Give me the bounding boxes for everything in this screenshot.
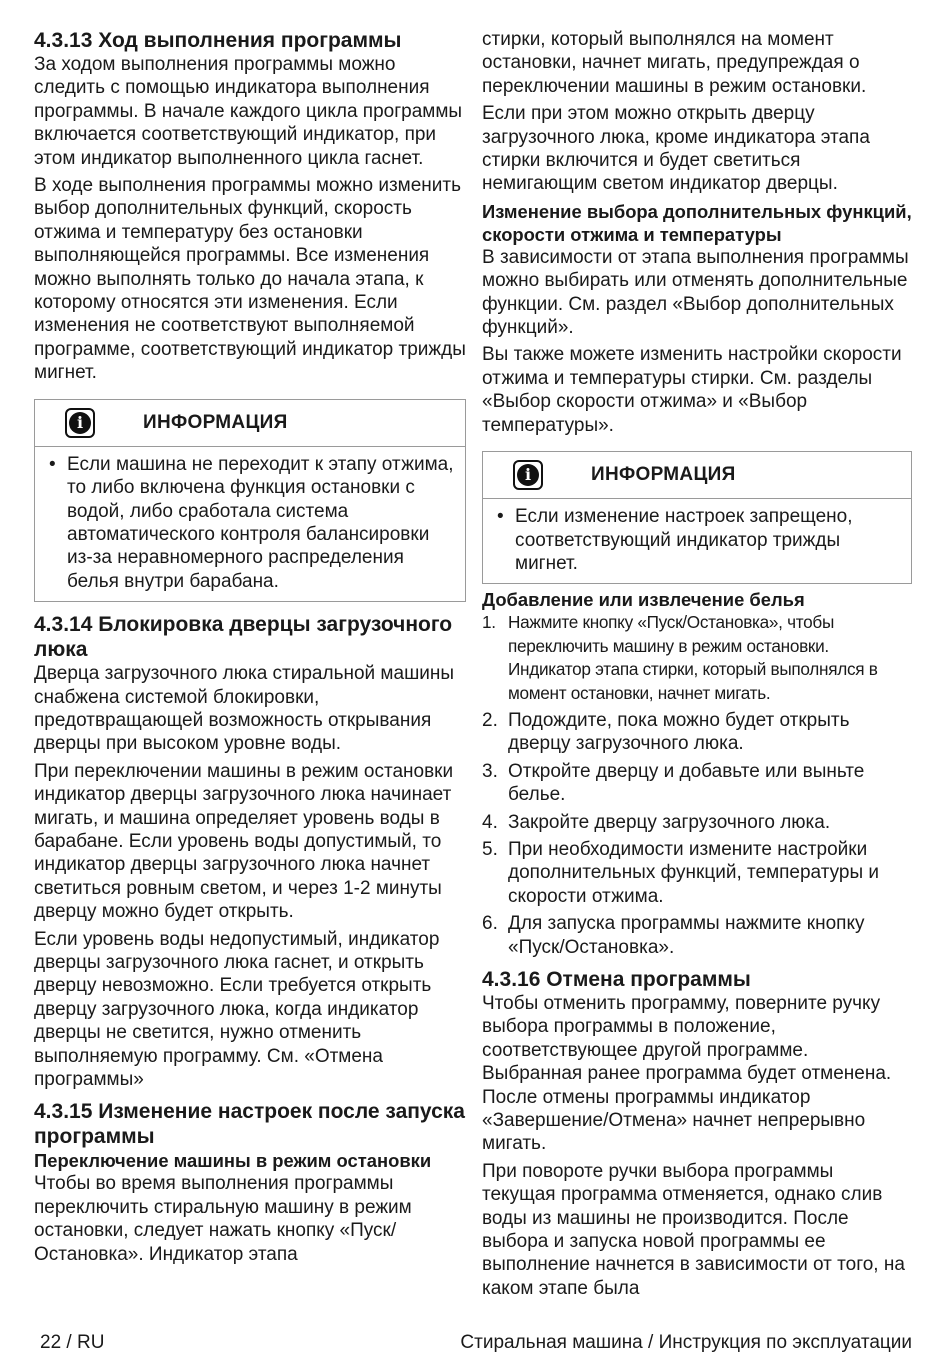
steps-list	[482, 611, 912, 959]
step-number: 5.	[482, 838, 498, 860]
step-number: 4.	[482, 811, 498, 833]
step-number: 2.	[482, 709, 498, 731]
list-item	[482, 611, 912, 705]
list-item	[482, 838, 912, 908]
list-item	[482, 811, 912, 834]
step-text: Нажмите кнопку «Пуск/Остановка», чтобы переключить машину в режим остановки. Индикатор этапа стирки, который выполнялся в момент остановки, начнет мигать.	[508, 612, 878, 703]
right-column	[482, 28, 912, 1304]
step-text: Подождите, пока можно будет открыть дверцу загрузочного люка.	[508, 709, 850, 755]
section-title-4-3-13: 4.3.13 Ход выполнения программы	[34, 29, 402, 52]
paragraph: В зависимости от этапа выполнения программы можно выбирать или отменять дополнительные функции. См. раздел «Выбор дополнительных функций».	[482, 246, 909, 339]
paragraph: При повороте ручки выбора программы текущая программа отменяется, однако слив воды из машины не производится. После выбора и запуска новой программы ее выполнение начнется в зависимости от того, на каком этапе была	[482, 1160, 905, 1299]
info-box-header	[35, 400, 465, 447]
left-column	[34, 28, 466, 1270]
step-number: 3.	[482, 760, 498, 782]
page-number: 22 / RU	[40, 1332, 105, 1353]
info-box	[482, 451, 912, 584]
info-box-body	[483, 499, 911, 583]
section-title-4-3-14: 4.3.14 Блокировка дверцы загрузочного люка	[34, 613, 453, 662]
subheading: Изменение выбора дополнительных функций, скорости отжима и температуры	[482, 200, 912, 245]
paragraph: При переключении машины в режим остановки индикатор дверцы загрузочного люка начинает мигать, и машина определяет уровень воды в барабане. Если уровень воды допустимый, то индикатор дверцы загрузочного люка начнет светиться ровным светом, и через 1-2 минуты дверцу можно будет открыть.	[34, 760, 454, 923]
info-bullet-text: Если машина не переходит к этапу отжима, то либо включена функция остановки с водой, либо сработала система автоматического контроля балансировки из-за неравномерного распределения белья внутри барабана.	[67, 453, 454, 592]
info-box	[34, 399, 466, 602]
bullet-marker: •	[497, 506, 504, 528]
info-bullet-text: Если изменение настроек запрещено, соответствующий индикатор трижды мигнет.	[515, 506, 853, 574]
step-text: Откройте дверцу и добавьте или выньте белье.	[508, 760, 865, 806]
step-text: Для запуска программы нажмите кнопку «Пуск/Остановка».	[508, 913, 865, 958]
footer-doc-title: Стиральная машина / Инструкция по эксплуатации	[460, 1332, 912, 1353]
info-box-title: ИНФОРМАЦИЯ	[143, 411, 288, 433]
bullet-marker: •	[49, 453, 56, 475]
step-number: 1.	[482, 612, 496, 633]
paragraph: Дверца загрузочного люка стиральной машины снабжена системой блокировки, предотвращающей возможность открывания дверцы при высоком уровне воды.	[34, 663, 455, 755]
paragraph: В ходе выполнения программы можно изменить выбор дополнительных функций, скорость отжима и температуру без остановки выполняющейся программы. Все изменения можно выполнять только до начала этапа, к которому относятся эти изменения. Если изменения не соответствуют выполняемой программе, соответствующий индикатор трижды мигнет.	[34, 175, 466, 384]
step-number: 6.	[482, 913, 498, 935]
info-bullet-item	[497, 505, 901, 575]
list-item	[482, 760, 912, 807]
subheading: Добавление или извлечение белья	[482, 589, 805, 611]
info-box-body	[35, 447, 465, 601]
step-text: Закройте дверцу загрузочного люка.	[508, 811, 831, 833]
paragraph: За ходом выполнения программы можно следить с помощью индикатора выполнения программы. В начале каждого цикла программы включается соответствующий индикатор, при этом индикатор выполненного цикла гаснет.	[34, 54, 463, 169]
paragraph: Если при этом можно открыть дверцу загрузочного люка, кроме индикатора этапа стирки включится и будет светиться немигающим светом индикатор дверцы.	[482, 103, 870, 195]
info-icon: i	[65, 408, 95, 438]
list-item	[482, 912, 912, 959]
info-box-title: ИНФОРМАЦИЯ	[591, 464, 736, 486]
subheading: Переключение машины в режим остановки	[34, 1150, 432, 1172]
list-item	[482, 709, 912, 756]
info-icon: i	[513, 460, 543, 490]
section-title-4-3-15: 4.3.15 Изменение настроек после запуска программы	[34, 1100, 465, 1149]
section-title-4-3-16: 4.3.16 Отмена программы	[482, 968, 751, 991]
paragraph: Если уровень воды недопустимый, индикатор дверцы загрузочного люка гаснет, и открыть дверцу невозможно. Если требуется открыть дверцу загрузочного люка, когда индикатор дверцы не светится, нужно отменить выполняемую программу. См. «Отмена программы»	[34, 928, 440, 1091]
info-bullet-item	[49, 453, 455, 593]
paragraph: стирки, который выполнялся на момент остановки, начнет мигать, предупреждая о переключении машины в режим остановки.	[482, 29, 867, 97]
step-text: При необходимости измените настройки дополнительных функций, температуры и скорости отжима.	[508, 838, 880, 907]
paragraph: Вы также можете изменить настройки скорости отжима и температуры стирки. См. разделы «Выбор скорости отжима» и «Выбор температуры».	[482, 344, 902, 436]
paragraph: Чтобы отменить программу, поверните ручку выбора программы в положение, соответствующее другой программе. Выбранная ранее программа будет отменена. После отмены программы индикатор «Завершение/Отмена» начнет непрерывно мигать.	[482, 993, 892, 1155]
paragraph: Чтобы во время выполнения программы переключить стиральную машину в режим остановки, следует нажать кнопку «Пуск/Остановка». Индикатор этапа	[34, 1173, 412, 1265]
info-box-header	[483, 452, 911, 499]
